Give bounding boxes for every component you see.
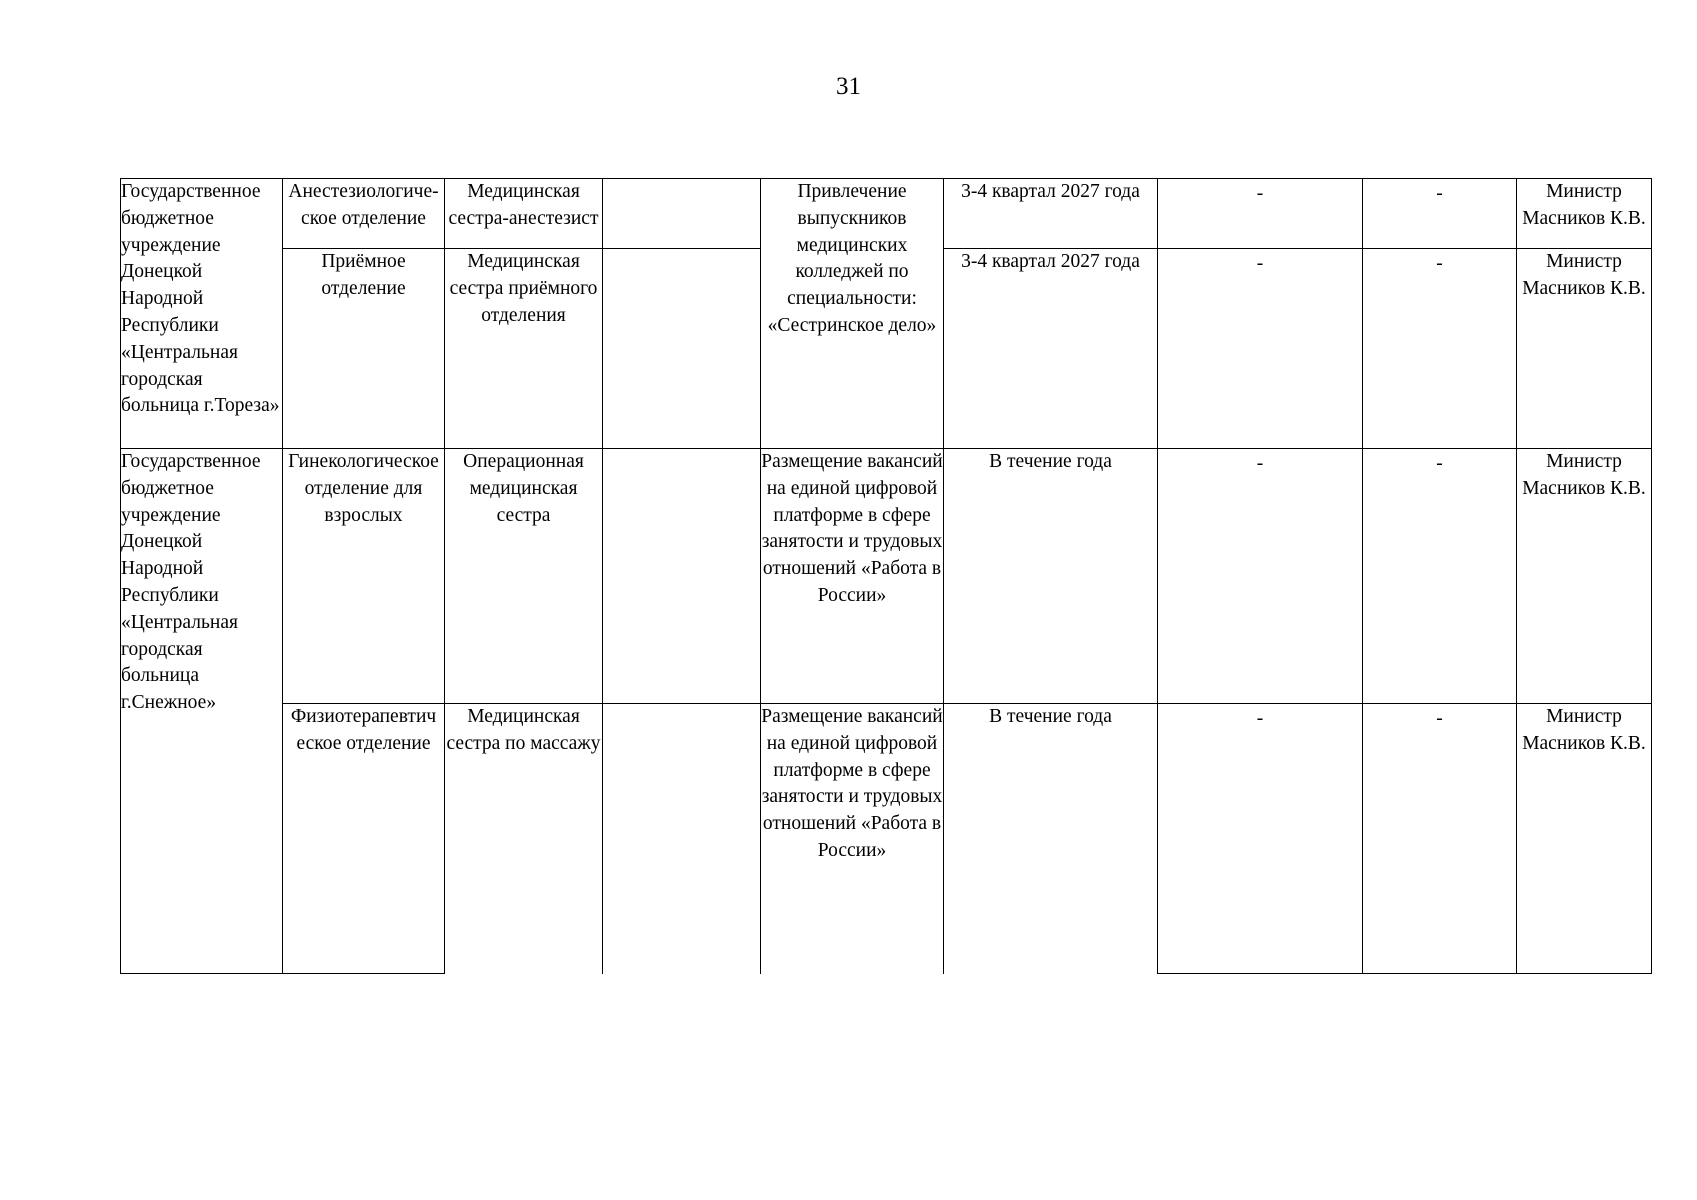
period-cell: В течение года [944, 704, 1158, 974]
dash-cell: - [1158, 449, 1363, 704]
empty-cell [603, 449, 761, 704]
organization-cell: Государственное бюджетное учреждение Донецкой Народной Республики «Центральная городская больница г.Снежное» [121, 449, 283, 974]
dash-cell: - [1363, 249, 1517, 449]
dash-cell: - [1158, 249, 1363, 449]
position-cell: Медицинская сестра-анестезист [445, 179, 603, 249]
table-row [121, 449, 1652, 704]
department-cell: Гинекологическое отделение для взрослых [283, 449, 445, 704]
period-cell: 3-4 квартал 2027 года [944, 249, 1158, 449]
dash-cell: - [1158, 704, 1363, 974]
empty-cell [603, 249, 761, 449]
period-cell: 3-4 квартал 2027 года [944, 179, 1158, 249]
dash-cell: - [1363, 704, 1517, 974]
organization-cell: Государственное бюджетное учреждение Донецкой Народной Республики «Центральная городская больница г.Тореза» [121, 179, 283, 449]
responsible-cell: Министр Масников К.В. [1517, 249, 1652, 449]
dash-cell: - [1363, 179, 1517, 249]
department-cell: Анестезиологиче-ское отделение [283, 179, 445, 249]
measure-cell: Привлечение выпускников медицинских колледжей по специальности: «Сестринское дело» [761, 179, 944, 449]
plan-table [120, 178, 1652, 974]
department-cell: Физиотерапевтич еское отделение [283, 704, 445, 974]
position-cell: Медицинская сестра по массажу [445, 704, 603, 974]
responsible-cell: Министр Масников К.В. [1517, 449, 1652, 704]
table-row [121, 179, 1652, 249]
measure-cell: Размещение вакансий на единой цифровой платформе в сфере занятости и трудовых отношений «Работа в России» [761, 704, 944, 974]
position-cell: Операционная медицинская сестра [445, 449, 603, 704]
empty-cell [603, 179, 761, 249]
position-cell: Медицинская сестра приёмного отделения [445, 249, 603, 449]
page-number: 31 [836, 73, 861, 100]
period-cell: В течение года [944, 449, 1158, 704]
measure-cell: Размещение вакансий на единой цифровой платформе в сфере занятости и трудовых отношений «Работа в России» [761, 449, 944, 704]
table-row [121, 704, 1652, 974]
empty-cell [603, 704, 761, 974]
responsible-cell: Министр Масников К.В. [1517, 704, 1652, 974]
responsible-cell: Министр Масников К.В. [1517, 179, 1652, 249]
dash-cell: - [1363, 449, 1517, 704]
department-cell: Приёмное отделение [283, 249, 445, 449]
dash-cell: - [1158, 179, 1363, 249]
